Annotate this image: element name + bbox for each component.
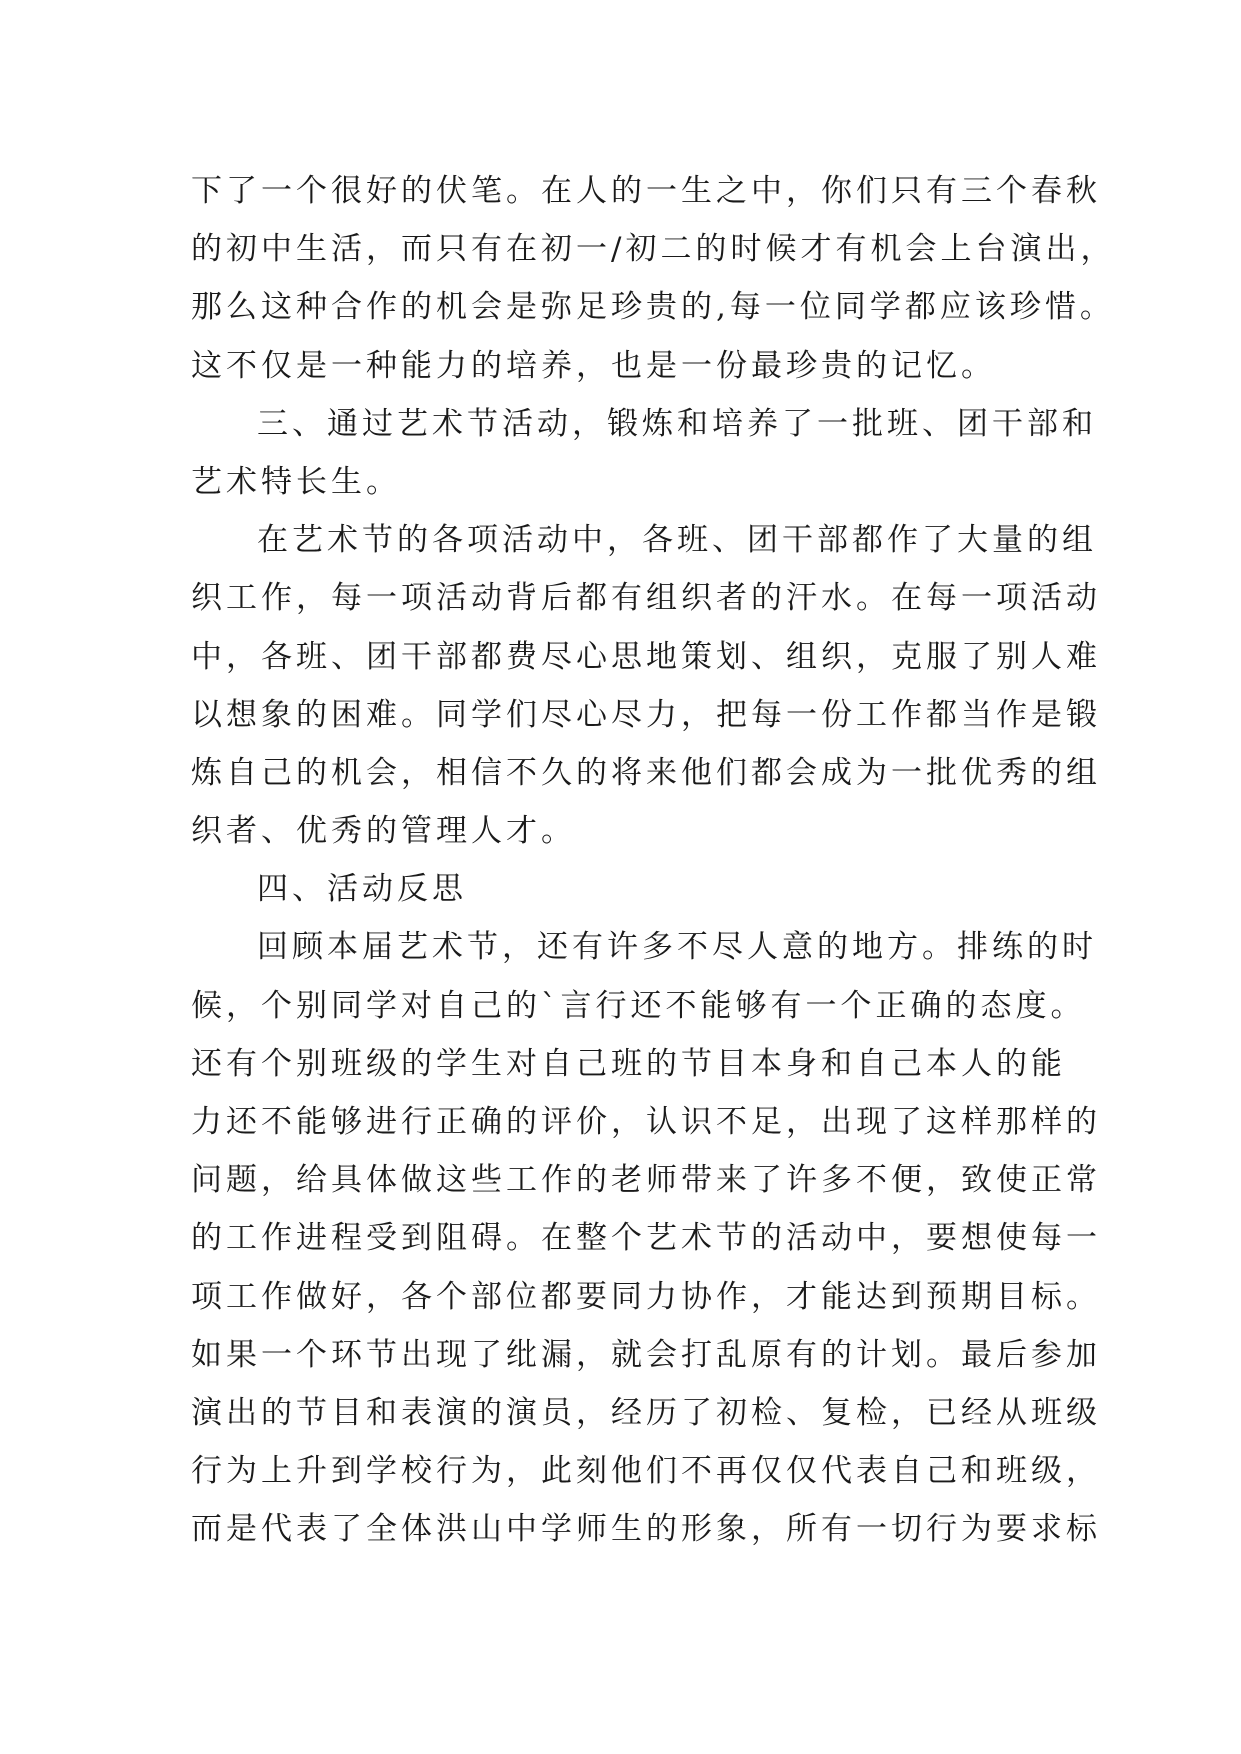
text-line: 艺术特长生。 [191, 463, 401, 500]
text-line: 候，个别同学对自己的`言行还不能够有一个正确的态度。 [191, 987, 1086, 1024]
text-line: 演出的节目和表演的演员，经历了初检、复检，已经从班级 [191, 1394, 1101, 1431]
text-line: 的工作进程受到阻碍。在整个艺术节的活动中，要想使每一 [191, 1220, 1101, 1257]
text-line: 的初中生活，而只有在初一/初二的时候才有机会上台演出， [191, 231, 1116, 268]
section-heading: 三、通过艺术节活动，锻炼和培养了一批班、团干部和 [257, 405, 1097, 442]
text-line: 中，各班、团干部都费尽心思地策划、组织，克服了别人难 [191, 638, 1101, 675]
paragraph-start: 在艺术节的各项活动中，各班、团干部都作了大量的组 [257, 522, 1097, 559]
text-line: 还有个别班级的学生对自己班的节目本身和自己本人的能 [191, 1045, 1066, 1082]
text-line: 炼自己的机会，相信不久的将来他们都会成为一批优秀的组 [191, 754, 1101, 791]
paragraph-start: 回顾本届艺术节，还有许多不尽人意的地方。排练的时 [257, 929, 1097, 966]
text-line: 而是代表了全体洪山中学师生的形象，所有一切行为要求标 [191, 1511, 1101, 1548]
text-line: 力还不能够进行正确的评价，认识不足，出现了这样那样的 [191, 1104, 1101, 1140]
text-line: 这不仅是一种能力的培养，也是一份最珍贵的记忆。 [191, 347, 996, 384]
text-line: 行为上升到学校行为，此刻他们不再仅仅代表自己和班级， [191, 1453, 1101, 1490]
text-line: 项工作做好，各个部位都要同力协作，才能达到预期目标。 [191, 1278, 1101, 1315]
text-line: 织者、优秀的管理人才。 [191, 813, 576, 850]
text-line: 织工作，每一项活动背后都有组织者的汗水。在每一项活动 [191, 580, 1101, 617]
text-line: 下了一个很好的伏笔。在人的一生之中，你们只有三个春秋 [191, 173, 1101, 209]
text-line: 问题，给具体做这些工作的老师带来了许多不便，致使正常 [191, 1162, 1101, 1199]
text-line: 如果一个环节出现了纰漏，就会打乱原有的计划。最后参加 [191, 1336, 1101, 1373]
section-heading: 四、活动反思 [257, 871, 467, 908]
document-body [191, 162, 1116, 1559]
text-line: 以想象的困难。同学们尽心尽力，把每一份工作都当作是锻 [191, 696, 1101, 733]
text-line: 那么这种合作的机会是弥足珍贵的,每一位同学都应该珍惜。 [191, 289, 1115, 326]
